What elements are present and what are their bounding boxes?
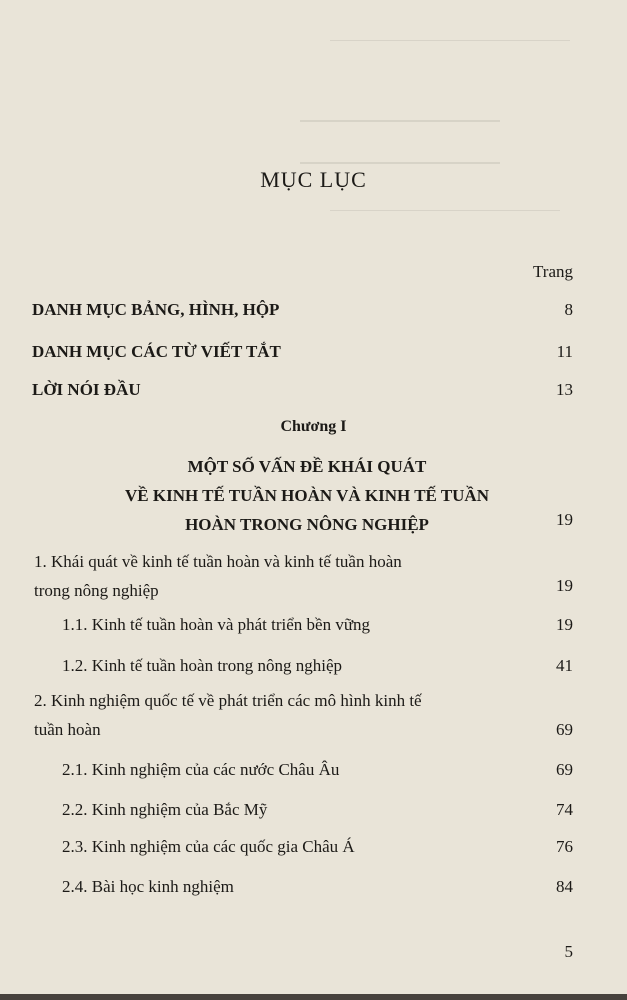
toc-entry-page: 11 <box>556 342 573 361</box>
toc-entry[interactable] <box>62 832 355 861</box>
toc-entry[interactable] <box>62 872 234 901</box>
toc-entry-page: 76 <box>556 837 573 856</box>
toc-entry-page: 19 <box>556 576 573 595</box>
toc-entry[interactable] <box>62 651 342 680</box>
toc-entry-page: 69 <box>556 760 573 779</box>
bleed-through <box>300 120 500 164</box>
toc-entry-page: 84 <box>556 877 573 896</box>
toc-entry-label: 2. Kinh nghiệm quốc tế về phát triển các mô hình kinh tế <box>34 691 422 710</box>
toc-entry-label: trong nông nghiệp <box>34 581 159 600</box>
toc-entry-page: 74 <box>556 800 573 819</box>
toc-entry-label: 2.2. Kinh nghiệm của Bắc Mỹ <box>62 800 268 819</box>
toc-entry-label: DANH MỤC CÁC TỪ VIẾT TẮT <box>32 342 281 361</box>
toc-entry-page: 19 <box>556 615 573 634</box>
page-edge-divider <box>0 994 627 1000</box>
toc-entry-label: 2.3. Kinh nghiệm của các quốc gia Châu Á <box>62 837 355 856</box>
toc-title: MỤC LỤC <box>260 167 367 192</box>
chapter-title-line: MỘT SỐ VẤN ĐỀ KHÁI QUÁT <box>187 457 427 476</box>
toc-entry-label: DANH MỤC BẢNG, HÌNH, HỘP <box>32 300 280 319</box>
chapter-page: 19 <box>556 510 573 529</box>
chapter-title-line: HOÀN TRONG NÔNG NGHIỆP <box>185 515 429 534</box>
bleed-through <box>330 40 570 51</box>
page-column-header: Trang <box>533 262 573 281</box>
toc-entry-label: 1.1. Kinh tế tuần hoàn và phát triển bền vững <box>62 615 371 634</box>
toc-entry[interactable] <box>62 795 267 824</box>
toc-entry-label: 1. Khái quát về kinh tế tuần hoàn và kinh tế tuần hoàn <box>34 552 402 571</box>
toc-entry-label: 2.4. Bài học kinh nghiệm <box>62 877 234 896</box>
toc-entry-page: 69 <box>556 720 573 739</box>
toc-entry[interactable] <box>34 686 422 744</box>
page-number: 5 <box>564 942 573 961</box>
bleed-through <box>330 210 560 215</box>
toc-entry-label: tuần hoàn <box>34 720 101 739</box>
toc-entry[interactable] <box>34 547 402 605</box>
toc-entry-label: 1.2. Kinh tế tuần hoàn trong nông nghiệp <box>62 656 342 675</box>
toc-entry[interactable] <box>62 610 370 639</box>
toc-entry-label: 2.1. Kinh nghiệm của các nước Châu Âu <box>62 760 340 779</box>
toc-entry[interactable] <box>62 755 339 784</box>
chapter-title-line: VỀ KINH TẾ TUẦN HOÀN VÀ KINH TẾ TUẦN <box>124 486 489 505</box>
toc-entry-label: LỜI NÓI ĐẦU <box>32 380 141 399</box>
chapter-title[interactable] <box>70 452 544 539</box>
toc-entry-page: 41 <box>556 656 573 675</box>
toc-entry-page: 8 <box>564 300 573 319</box>
toc-entry-page: 13 <box>556 380 573 399</box>
chapter-heading: Chương I <box>280 418 347 435</box>
